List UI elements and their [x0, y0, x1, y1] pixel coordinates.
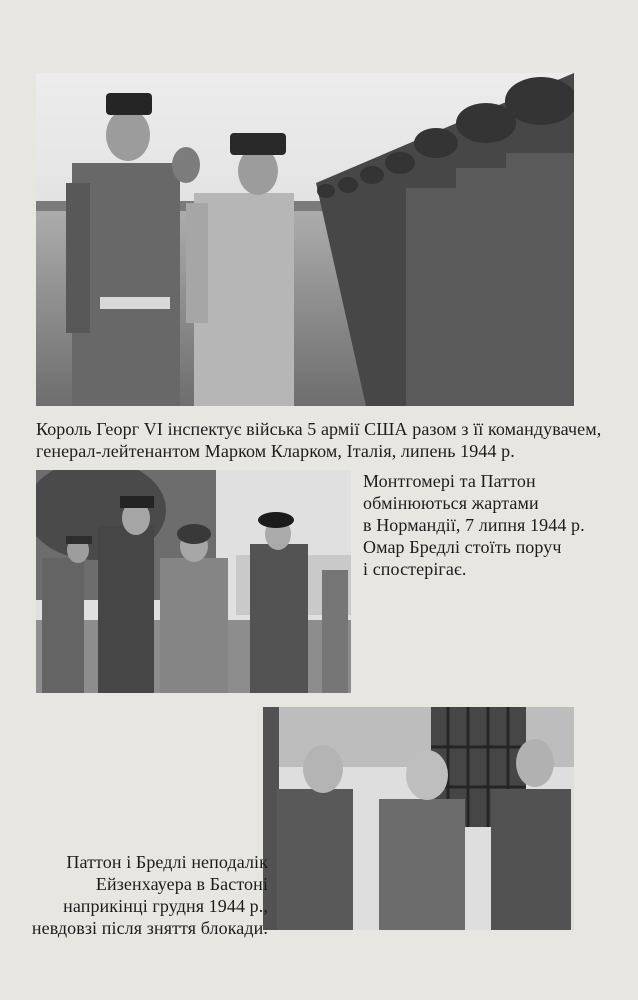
- photo-patton-bradley-eisenhower-bastogne: [263, 707, 574, 930]
- caption-photo-1-line-2: генерал-лейтенантом Марком Кларком, Італія, липень 1944 р.: [36, 441, 515, 461]
- caption-photo-1-line-1: Король Георг VI інспектує війська 5 армії США разом з її командувачем,: [36, 419, 602, 439]
- caption-photo-2-line-4: Омар Бредлі стоїть поруч: [363, 537, 562, 557]
- caption-photo-3-line-1: Паттон і Бредлі неподалік: [66, 852, 268, 872]
- caption-photo-3: [28, 851, 268, 939]
- caption-photo-3-line-2: Ейзенхауера в Бастоні: [95, 874, 268, 894]
- photo-king-george-inspection: [36, 73, 574, 406]
- photo-montgomery-patton-normandy: [36, 470, 351, 693]
- caption-photo-2-line-1: Монтгомері та Паттон: [363, 471, 536, 491]
- caption-photo-1: [36, 418, 616, 462]
- caption-photo-2: [363, 470, 603, 580]
- caption-photo-3-line-4: невдовзі після зняття блокади.: [31, 918, 268, 938]
- caption-photo-2-line-3: в Нормандії, 7 липня 1944 р.: [363, 515, 585, 535]
- caption-photo-2-line-2: обмінюються жартами: [363, 493, 539, 513]
- caption-photo-2-line-5: і спостерігає.: [363, 559, 467, 579]
- caption-photo-3-line-3: наприкінці грудня 1944 р.,: [63, 896, 268, 916]
